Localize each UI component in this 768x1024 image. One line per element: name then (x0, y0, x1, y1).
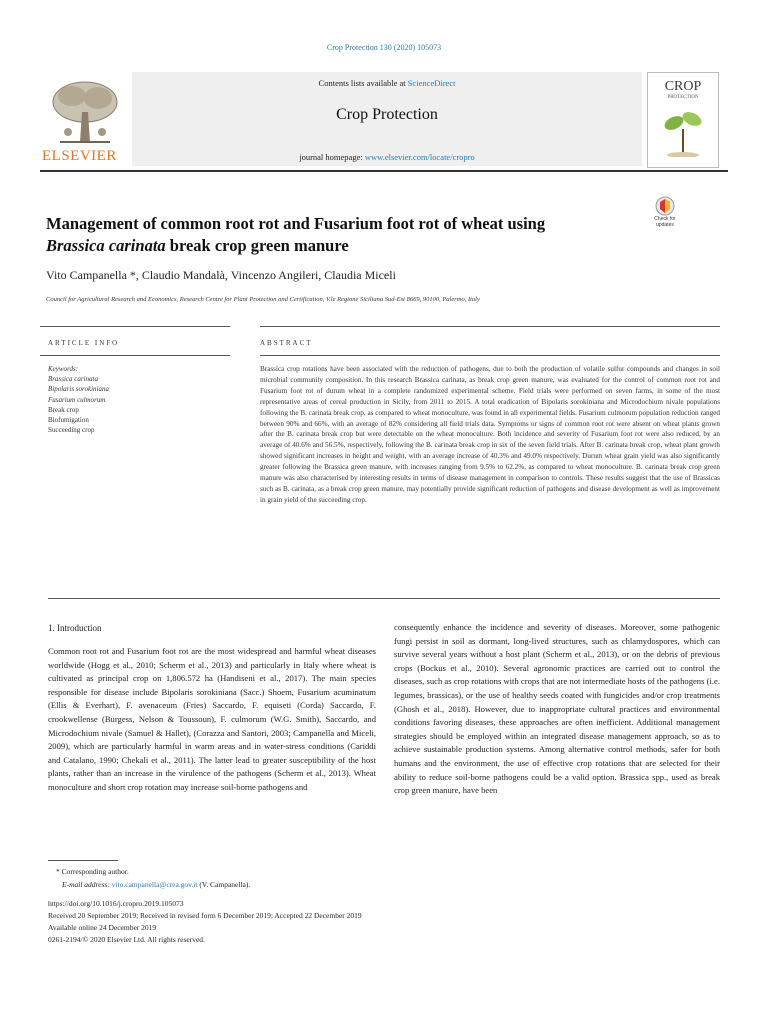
abstract-end-rule (48, 598, 720, 599)
info-rule (40, 326, 230, 327)
keyword: Biofumigation (48, 416, 89, 425)
received-dates: Received 20 September 2019; Received in revised form 6 December 2019; Accepted 22 December 2019 (48, 911, 362, 920)
masthead (40, 72, 728, 168)
keyword: Break crop (48, 405, 79, 414)
corresponding-author: * Corresponding author. (56, 867, 129, 876)
abstract-heading: ABSTRACT (260, 339, 313, 347)
email-line: E-mail address: vito.campanella@crea.gov.it (V. Campanella). (62, 880, 251, 889)
masthead-center (132, 72, 642, 166)
email-link[interactable]: vito.campanella@crea.gov.it (111, 880, 198, 889)
keywords-label: Keywords: (48, 365, 79, 373)
journal-homepage: journal homepage: www.elsevier.com/locate/cropro (299, 152, 475, 162)
doi-link[interactable]: https://doi.org/10.1016/j.cropro.2019.105073 (48, 899, 184, 908)
section-heading-introduction: 1. Introduction (48, 623, 102, 633)
keyword: Fusarium culmorum (48, 395, 106, 404)
intro-column-left: Common root rot and Fusarium foot rot are the most widespread and harmful wheat diseases worldwide (Hogg et al., 2010; Scherm et al., 2013) and particularly in Italy where wheat is cultivated as principal crop on 1,806.572 ha (Handiseni et al., 2017). The main species responsible for disease include Bipolaris sorokiniana (Sacc.) Shoem, Fusarium acuminatum (Ellis & Everhart), F. avenaceum (Fries) Saccardo, F. equiseti (Corda) Saccardo, F. crookwellense (Burgess, Nelson & Toussoun), F. culmorum (W.G. Smith), Saccardo, and Microdochium nivale (Samuel & Hallet), (Corazza and Santori, 2003; Campanella and Miceli, 2009), which are particularly harmful in warm areas and in water-stress conditions (Cariddi and Catalano, 1990; Chekali et al., 2011). The latter lead to greater susceptibility of the host plants, rather than an increase in the virulence of the pathogens (Scherm et al., 2013). Wheat monoculture and short crop rotation may increase soil-borne pathogens and (48, 646, 376, 792)
cover-subtitle: PROTECTION (667, 95, 699, 100)
keyword: Succeeding crop (48, 426, 95, 435)
header-rule (40, 170, 728, 172)
article-title: Management of common root rot and Fusarium foot rot of wheat using Brassica carinata break crop green manure (46, 214, 546, 255)
journal-title: Crop Protection (336, 106, 438, 123)
intro-column-right: consequently enhance the incidence and severity of diseases. Moreover, some pathogenic fungi persist in soil as dormant, long-lived structures, such as chlamydospores, which can survive several years without a host plant (Scherm et al., 2013), or on the debris of previous crops (Bockus et al., 2010). Several agronomic practices are carried out to control the diseases, such as crop rotations with crops that are not intermediate hosts of the pathogens (i.e. legumes, brassicas), or the use of healthy seeds coated with fungicides and/or crop treatments (Ghosh et al., 2018). However, due to inappropriate cultural practices and environmental conditions favoring diseases, these approaches are often inefficient. Additional management strategies should be employed within an integrated disease management approach, so as to achieve sustainable production systems. Among alternative control methods, safer for both humans and the environment, the use of effective crop rotations that are selected for their ability to reduce soil-borne pathogens could be a valid option. Brassica spp., used as break crop green manure, have been (394, 622, 720, 796)
keyword: Brassica carinata (48, 375, 98, 384)
abstract-text: Brassica crop rotations have been associated with the reduction of pathogens, due to both the production of volatile sulfur compounds and changes in soil microbial community composition. In this research Brassica carinata, as break crop green manure, was evaluated for the control of common root rot and Fusarium foot rot of durum wheat in a complete randomized experimental scheme. Field trials were performed on seven farms, in some of the most representative areas of cereal production in Sicily, from 2011 to 2015. A total eradication of Bipolaris sorokiniana and Microdochium nivale populations following the B. carinata break crop, as compared to wheat monoculture, was found in all experimental fields. Fusarium culmorum population reduction ranged between 90% and 66%, with an average of 82% considering all field trials data. Symptoms or signs of common root rot were absent on wheat plants grown after the B. carinata break crop but were detectable on the wheat monoculture. Both incidence and severity of Fusarium foot rot were also reduced, by an average of 40.6% and 56.5%, respectively, following the B. carinata break crop in six of the seven field trials. After B. carinata break crop, wheat plant growth showed significant increases in height and weight, with an average increase of 40.3% and 49.0% respectively. Durum wheat grain yield was also significantly greater following the Brassica green manure, with increases ranging from 9.5% to 62.2%, as compared to wheat monoculture. B. carinata break crop green manure was also characterised by interesting results in terms of disease management in comparison to controls. These results suggest that the use of Brassicas such as B. carinata, as a break crop green manure, may potentially provide significant reduction of pathogens and disease development as well as improvement in grain yield of the succeeding crop. (260, 365, 720, 504)
journal-cover (647, 72, 719, 168)
affiliation: Council for Agricultural Research and Economics, Research Centre for Plant Protection and Certification, V.le Regione Siciliana Sud-Est 8669, 90100, Palermo, Italy (46, 296, 480, 303)
info-rule-2 (40, 355, 230, 356)
elsevier-wordmark: ELSEVIER (42, 148, 117, 164)
homepage-link[interactable]: www.elsevier.com/locate/cropro (364, 152, 475, 162)
cover-title: CROP (664, 79, 702, 94)
elsevier-tree-logo (40, 76, 130, 156)
keywords-block (48, 364, 109, 435)
copyright: 0261-2194/© 2020 Elsevier Ltd. All rights reserved. (48, 935, 205, 944)
keyword: Bipolaris sorokiniana (48, 385, 109, 394)
check-updates-icon (655, 196, 675, 216)
authors: Vito Campanella *, Claudio Mandalà, Vincenzo Angileri, Claudia Miceli (46, 268, 396, 282)
footnote-rule (48, 860, 118, 861)
sciencedirect-link[interactable]: ScienceDirect (407, 78, 456, 88)
abstract-rule (260, 326, 720, 327)
abstract-rule-2 (260, 355, 720, 356)
check-for-updates-badge[interactable]: Check for updates (646, 196, 684, 232)
contents-available: Contents lists available at ScienceDirect (318, 78, 456, 88)
article-info-heading: ARTICLE INFO (48, 339, 120, 347)
available-online: Available online 24 December 2019 (48, 923, 157, 932)
cover-plant-icon (662, 105, 704, 157)
journal-reference[interactable]: Crop Protection 130 (2020) 105073 (326, 43, 442, 52)
